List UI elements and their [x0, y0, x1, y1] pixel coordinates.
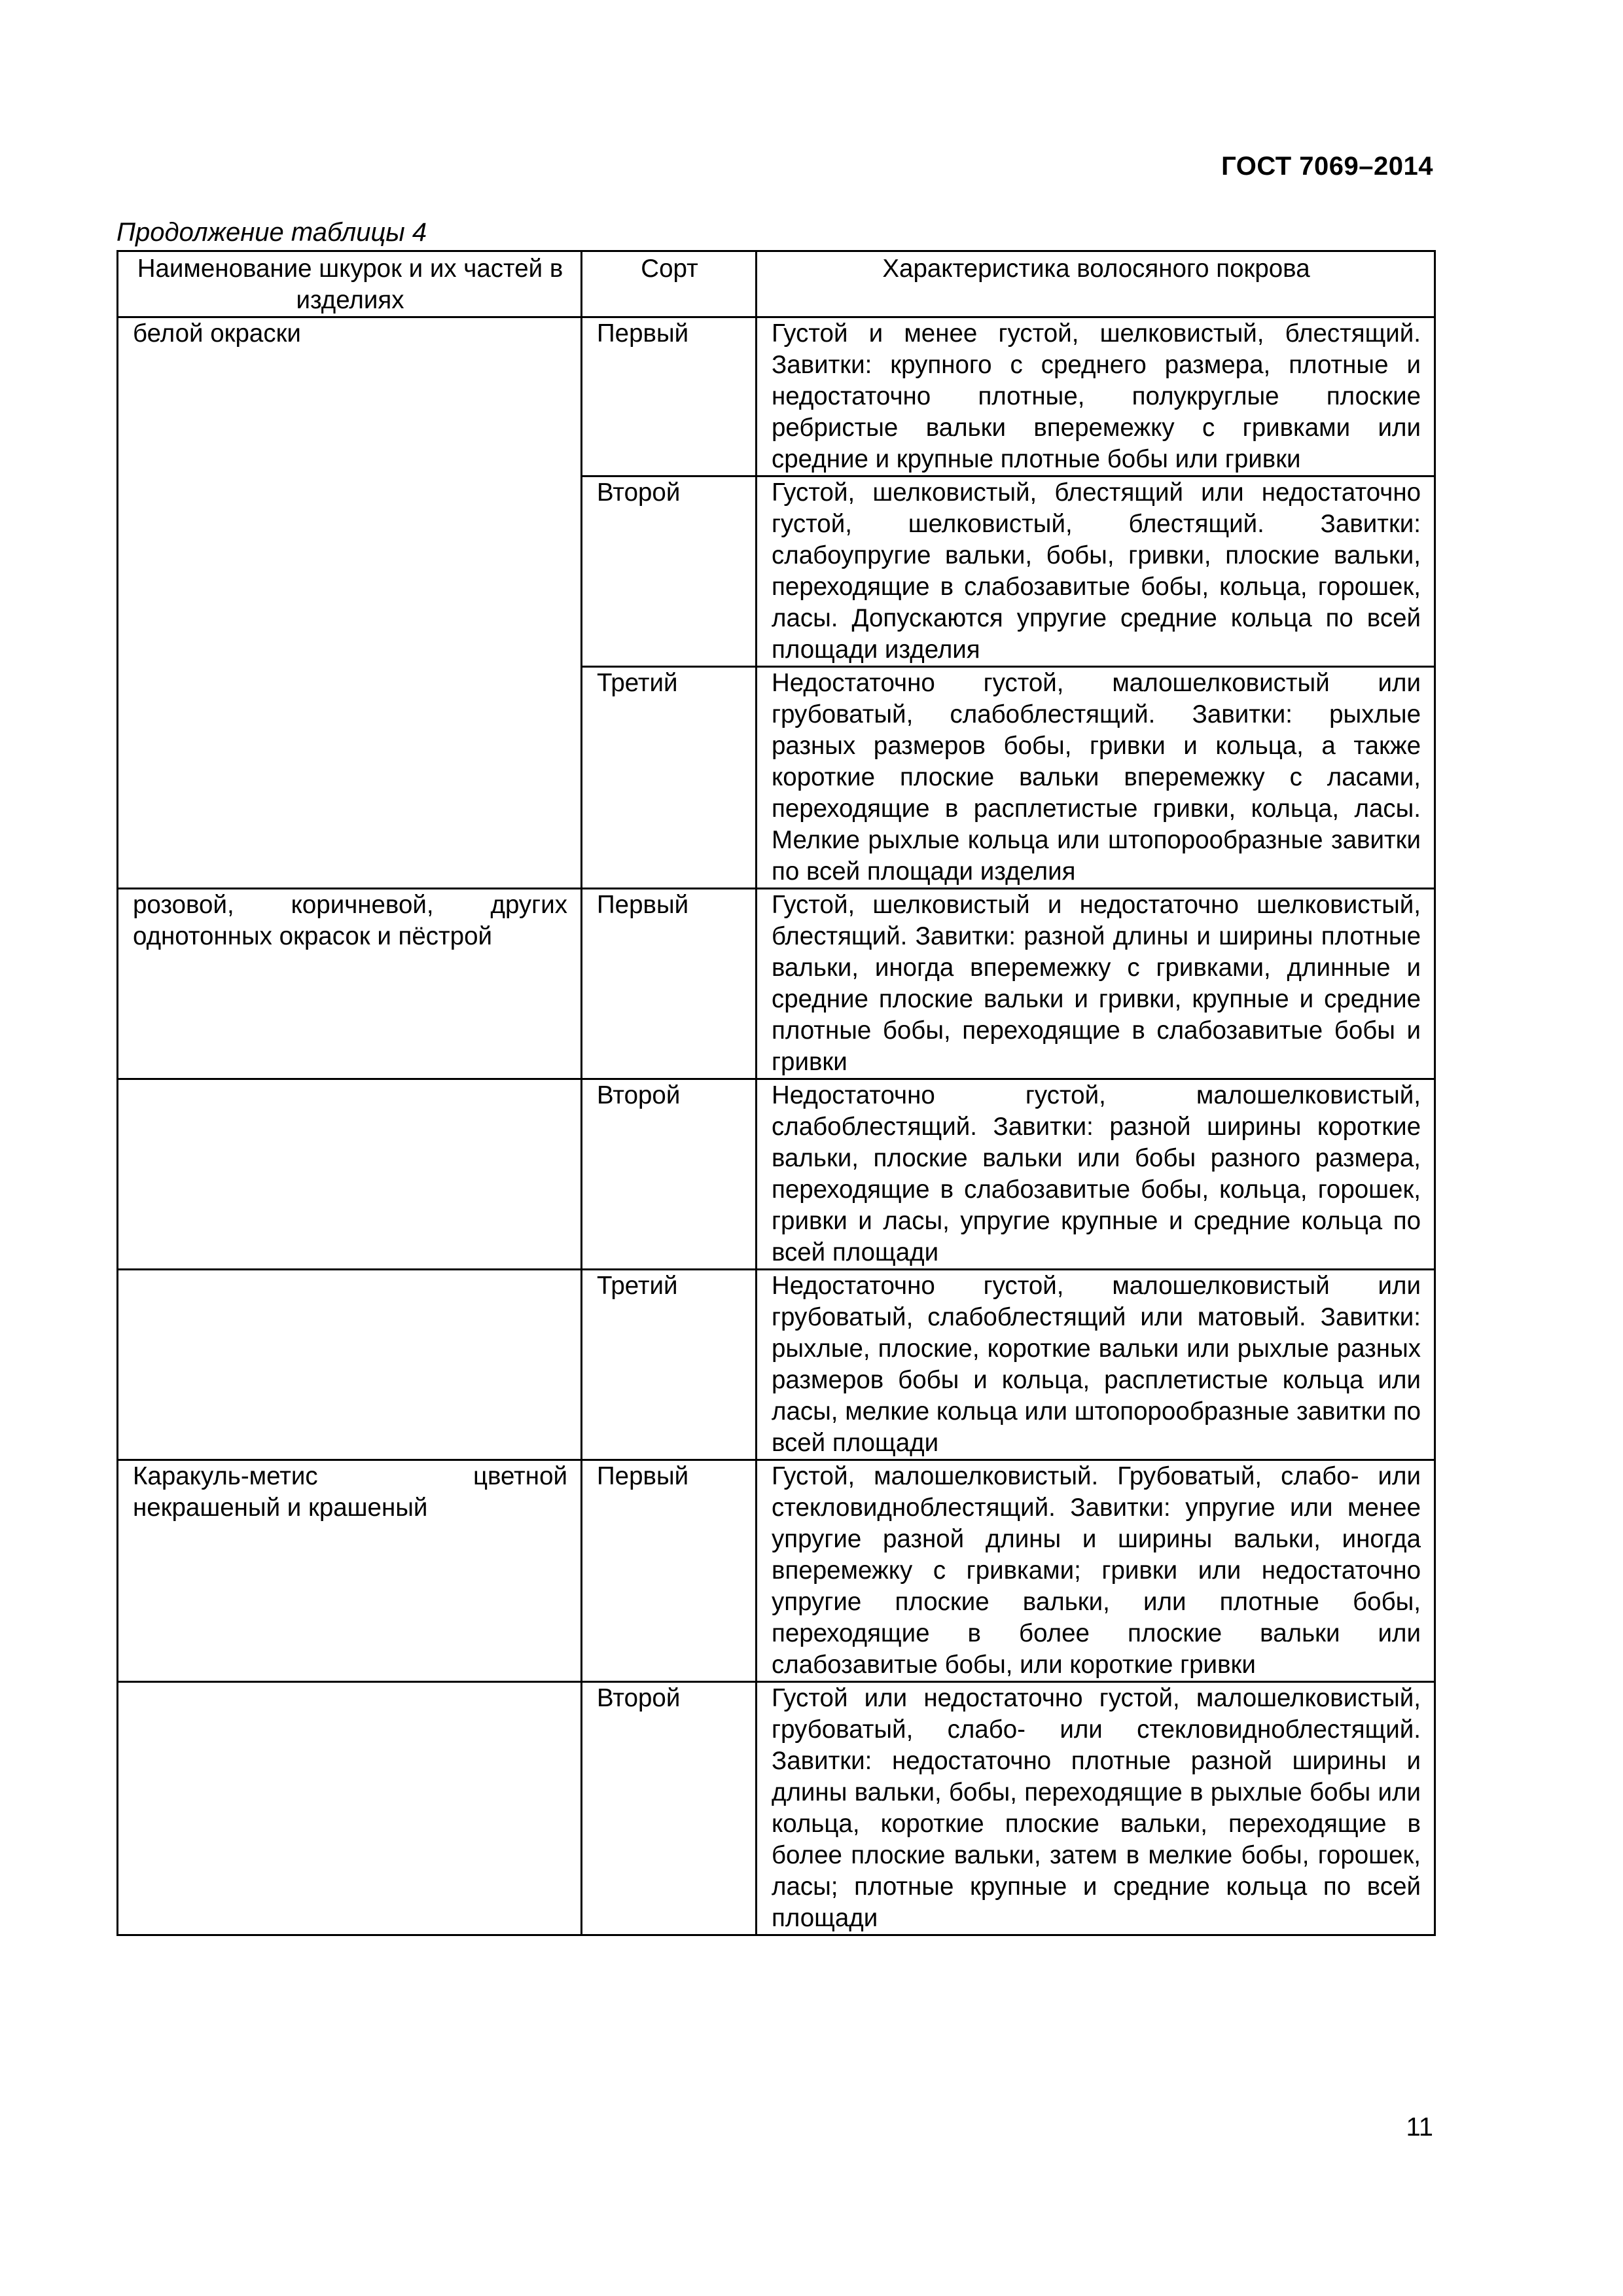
characteristic-cell: Густой, шелковистый и недостаточно шелковистый, блестящий. Завитки: разной длины и ширины плотные вальки, иногда вперемежку с гривками, длинные и средние плоские вальки и гривки, крупные и средние плотные бобы, переходящие в слабозавитые бобы и гривки [757, 889, 1435, 1079]
skin-name-cell: розовой, коричневой, других однотонных окрасок и пёстрой [118, 889, 582, 1079]
table-caption: Продолжение таблицы 4 [116, 218, 427, 247]
skin-name-cell-empty [118, 1079, 582, 1270]
grade-cell: Первый [582, 317, 757, 476]
skin-name-cell-empty [118, 1270, 582, 1460]
skin-name-cell-empty [118, 1682, 582, 1935]
page-number: 11 [1406, 2113, 1433, 2142]
grade-cell: Первый [582, 889, 757, 1079]
grade-cell: Третий [582, 1270, 757, 1460]
characteristic-cell: Недостаточно густой, малошелковистый или грубоватый, слабоблестящий. Завитки: рыхлые разных размеров бобы, гривки и кольца, а также короткие плоские вальки вперемежку с ласами, переходящие в расплетистые гривки, кольца, ласы. Мелкие рыхлые кольца или штопорообразные завитки по всей площади изделия [757, 667, 1435, 889]
characteristic-cell: Недостаточно густой, малошелковистый, слабоблестящий. Завитки: разной ширины короткие вальки, плоские вальки или бобы разного размера, переходящие в слабозавитые бобы, кольца, горошек, гривки и ласы, упругие крупные и средние кольца по всей площади [757, 1079, 1435, 1270]
table-row [118, 1460, 1435, 1682]
skin-name-cell: Каракуль-метис цветной некрашеный и крашеный [118, 1460, 582, 1682]
table-header-row [118, 251, 1435, 317]
column-header-characteristic: Характеристика волосяного покрова [757, 251, 1435, 317]
characteristic-cell: Густой, малошелковистый. Грубоватый, слабо- или стекловидноблестящий. Завитки: упругие или менее упругие разной длины и ширины вальки, иногда вперемежку с гривками; гривки или недостаточно упругие плоские вальки, или плотные бобы, переходящие в более плоские вальки или слабозавитые бобы, или короткие гривки [757, 1460, 1435, 1682]
table-row [118, 1079, 1435, 1270]
characteristic-cell: Густой и менее густой, шелковистый, блестящий. Завитки: крупного с среднего размера, плотные и недостаточно плотные, полукруглые плоские ребристые вальки вперемежку с гривками или средние и крупные плотные бобы или гривки [757, 317, 1435, 476]
characteristic-cell: Недостаточно густой, малошелковистый или грубоватый, слабоблестящий или матовый. Завитки: рыхлые, плоские, короткие вальки или рыхлые разных размеров бобы и кольца, расплетистые кольца или ласы, мелкие кольца или штопорообразные завитки по всей площади [757, 1270, 1435, 1460]
table-row [118, 317, 1435, 476]
document-code: ГОСТ 7069–2014 [1221, 152, 1433, 181]
grade-cell: Второй [582, 476, 757, 667]
table-row [118, 889, 1435, 1079]
table-row [118, 1270, 1435, 1460]
characteristics-table [116, 250, 1436, 1936]
grade-cell: Третий [582, 667, 757, 889]
column-header-grade: Сорт [582, 251, 757, 317]
grade-cell: Первый [582, 1460, 757, 1682]
characteristic-cell: Густой, шелковистый, блестящий или недостаточно густой, шелковистый, блестящий. Завитки: слабоупругие вальки, бобы, гривки, плоские вальки, переходящие в слабозавитые бобы, кольца, горошек, ласы. Допускаются упругие средние кольца по всей площади изделия [757, 476, 1435, 667]
column-header-name: Наименование шкурок и их частей в изделиях [118, 251, 582, 317]
skin-name-cell: белой окраски [118, 317, 582, 889]
characteristic-cell: Густой или недостаточно густой, малошелковистый, грубоватый, слабо- или стекловидноблестящий. Завитки: недостаточно плотные разной ширины и длины вальки, бобы, переходящие в рыхлые бобы или кольца, короткие плоские вальки, переходящие в более плоские вальки, затем в мелкие бобы, горошек, ласы; плотные крупные и средние кольца по всей площади [757, 1682, 1435, 1935]
grade-cell: Второй [582, 1682, 757, 1935]
table-row [118, 1682, 1435, 1935]
grade-cell: Второй [582, 1079, 757, 1270]
